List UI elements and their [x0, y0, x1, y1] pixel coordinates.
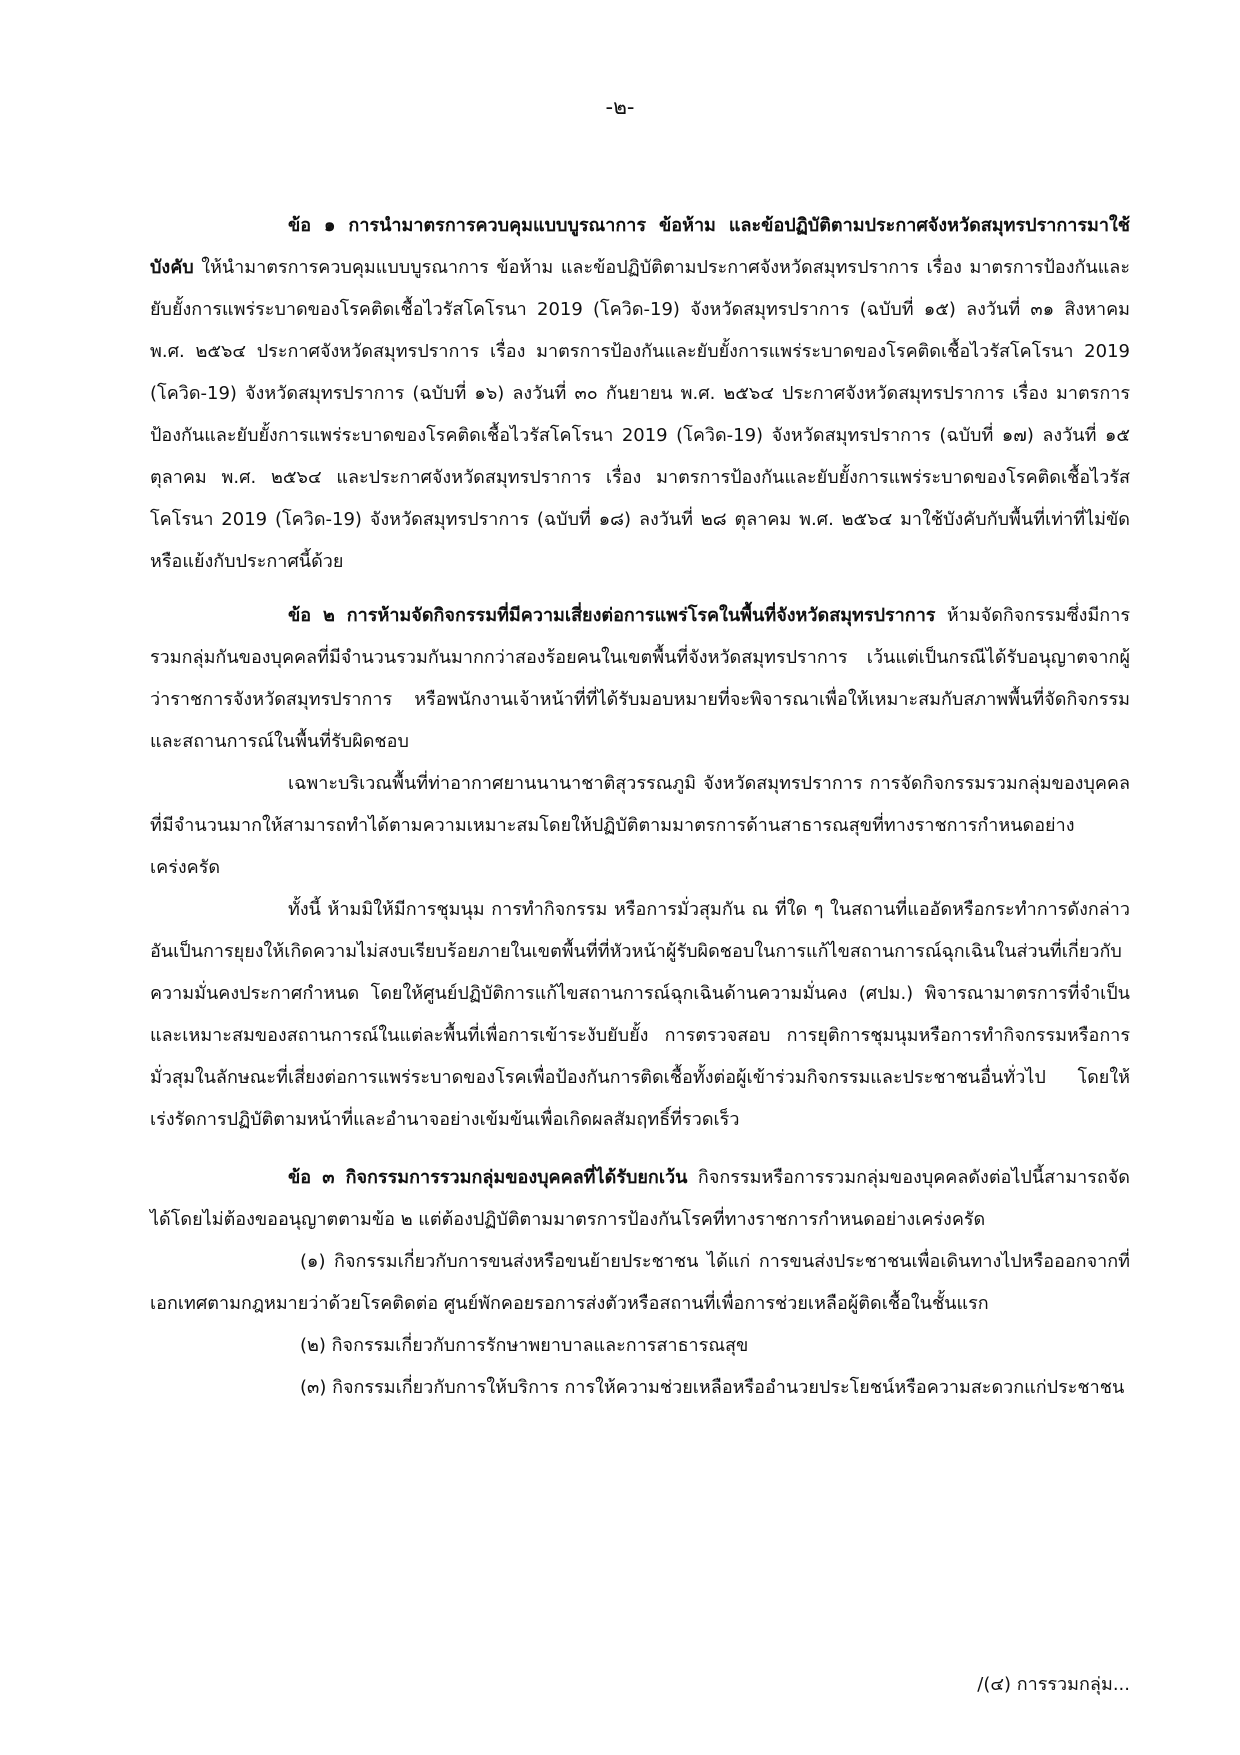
clause-1-text: ให้นำมาตรการควบคุมแบบบูรณาการ ข้อห้าม และข้อปฏิบัติตามประกาศจังหวัดสมุทรปราการ เรื่อง มาตรการป้องกันและยับยั้งการแพร่ระบาดของโรคติดเชื้อไวรัสโคโรนา 2019 (โควิด-19) จังหวัดสมุทรปราการ (ฉบับที่ ๑๕) ลงวันที่ ๓๑ สิงหาคม พ.ศ. ๒๕๖๔ ประกาศจังหวัดสมุทรปราการ เรื่อง มาตรการป้องกันและยับยั้งการแพร่ระบาดของโรคติดเชื้อไวรัสโคโรนา 2019 (โควิด-19) จังหวัดสมุทรปราการ (ฉบับที่ ๑๖) ลงวันที่ ๓๐ กันยายน พ.ศ. ๒๕๖๔ ประกาศจังหวัดสมุทรปราการ เรื่อง มาตรการป้องกันและยับยั้งการแพร่ระบาดของโรคติดเชื้อไวรัสโคโรนา 2019 (โควิด-19) จังหวัดสมุทรปราการ (ฉบับที่ ๑๗) ลงวันที่ ๑๕ ตุลาคม พ.ศ. ๒๕๖๔ และประกาศจังหวัดสมุทรปราการ เรื่อง มาตรการป้องกันและยับยั้งการแพร่ระบาดของโรคติดเชื้อไวรัสโคโรนา 2019 (โควิด-19) จังหวัดสมุทรปราการ (ฉบับที่ ๑๘) ลงวันที่ ๒๘ ตุลาคม พ.ศ. ๒๕๖๔ มาใช้บังคับกับพื้นที่เท่าที่ไม่ขัดหรือแย้งกับประกาศนี้ด้วย	[150, 257, 1130, 572]
clause-3-heading: ข้อ ๓ กิจกรรมการรวมกลุ่มของบุคคลที่ได้รับยกเว้น	[288, 1167, 688, 1188]
clause-3-text: กิจกรรมหรือการรวมกลุ่มของบุคคลดังต่อไปนี้สามารถจัดได้โดยไม่ต้องขออนุญาตตามข้อ ๒ แต่ต้องปฏิบัติตามมาตรการป้องกันโรคที่ทางราชการกำหนดอย่างเคร่งครัด	[150, 1167, 1130, 1230]
page-number: -๒-	[605, 95, 635, 119]
clause-1-heading: ข้อ ๑ การนำมาตรการควบคุมแบบบูรณาการ ข้อห้าม และข้อปฏิบัติตามประกาศจังหวัดสมุทรปราการมาใช้บังคับ	[150, 215, 1130, 278]
clause-3-paragraph	[150, 1157, 1130, 1241]
continuation-marker: /(๔) การรวมกลุ่ม...	[977, 1674, 1130, 1695]
clause-2-heading: ข้อ ๒ การห้ามจัดกิจกรรมที่มีความเสี่ยงต่อการแพร่โรคในพื้นที่จังหวัดสมุทรปราการ	[288, 605, 936, 626]
clause-2-paragraph	[150, 595, 1130, 763]
clause-2-paragraph-3: ทั้งนี้ ห้ามมิให้มีการชุมนุม การทำกิจกรรม หรือการมั่วสุมกัน ณ ที่ใด ๆ ในสถานที่แออัดหรือกระทำการดังกล่าวอันเป็นการยุยงให้เกิดความไม่สงบเรียบร้อยภายในเขตพื้นที่ที่หัวหน้าผู้รับผิดชอบในการแก้ไขสถานการณ์ฉุกเฉินในส่วนที่เกี่ยวกับความมั่นคงประกาศกำหนด โดยให้ศูนย์ปฏิบัติการแก้ไขสถานการณ์ฉุกเฉินด้านความมั่นคง (ศปม.) พิจารณามาตรการที่จำเป็นและเหมาะสมของสถานการณ์ในแต่ละพื้นที่เพื่อการเข้าระงับยับยั้ง การตรวจสอบ การยุติการชุมนุมหรือการทำกิจกรรมหรือการมั่วสุมในลักษณะที่เสี่ยงต่อการแพร่ระบาดของโรคเพื่อป้องกันการติดเชื้อทั้งต่อผู้เข้าร่วมกิจกรรมและประชาชนอื่นทั่วไป โดยให้เร่งรัดการปฏิบัติตามหน้าที่และอำนาจอย่างเข้มข้นเพื่อเกิดผลสัมฤทธิ์ที่รวดเร็ว	[150, 899, 1130, 1130]
clause-2-paragraph-2: เฉพาะบริเวณพื้นที่ท่าอากาศยานนานาชาติสุวรรณภูมิ จังหวัดสมุทรปราการ การจัดกิจกรรมรวมกลุ่มของบุคคลที่มีจำนวนมากให้สามารถทำได้ตามความเหมาะสมโดยให้ปฏิบัติตามมาตรการด้านสาธารณสุขที่ทางราชการกำหนดอย่างเคร่งครัด	[150, 773, 1130, 878]
clause-2-text: ห้ามจัดกิจกรรมซึ่งมีการรวมกลุ่มกันของบุคคลที่มีจำนวนรวมกันมากกว่าสองร้อยคนในเขตพื้นที่จังหวัดสมุทรปราการ เว้นแต่เป็นกรณีได้รับอนุญาตจากผู้ว่าราชการจังหวัดสมุทรปราการ หรือพนักงานเจ้าหน้าที่ที่ได้รับมอบหมายที่จะพิจารณาเพื่อให้เหมาะสมกับสภาพพื้นที่จัดกิจกรรมและสถานการณ์ในพื้นที่รับผิดชอบ	[150, 605, 1130, 752]
clause-3-item-2: (๒) กิจกรรมเกี่ยวกับการรักษาพยาบาลและการสาธารณสุข	[300, 1335, 749, 1356]
document-body	[150, 205, 1130, 1409]
clause-1-paragraph	[150, 205, 1130, 583]
clause-3-item-3: (๓) กิจกรรมเกี่ยวกับการให้บริการ การให้ความช่วยเหลือหรืออำนวยประโยชน์หรือความสะดวกแก่ประชาชน	[300, 1377, 1125, 1398]
clause-3-item-1: (๑) กิจกรรมเกี่ยวกับการขนส่งหรือขนย้ายประชาชน ได้แก่ การขนส่งประชาชนเพื่อเดินทางไปหรือออกจากที่เอกเทศตามกฎหมายว่าด้วยโรคติดต่อ ศูนย์พักคอยรอการส่งตัวหรือสถานที่เพื่อการช่วยเหลือผู้ติดเชื้อในชั้นแรก	[150, 1251, 1130, 1314]
